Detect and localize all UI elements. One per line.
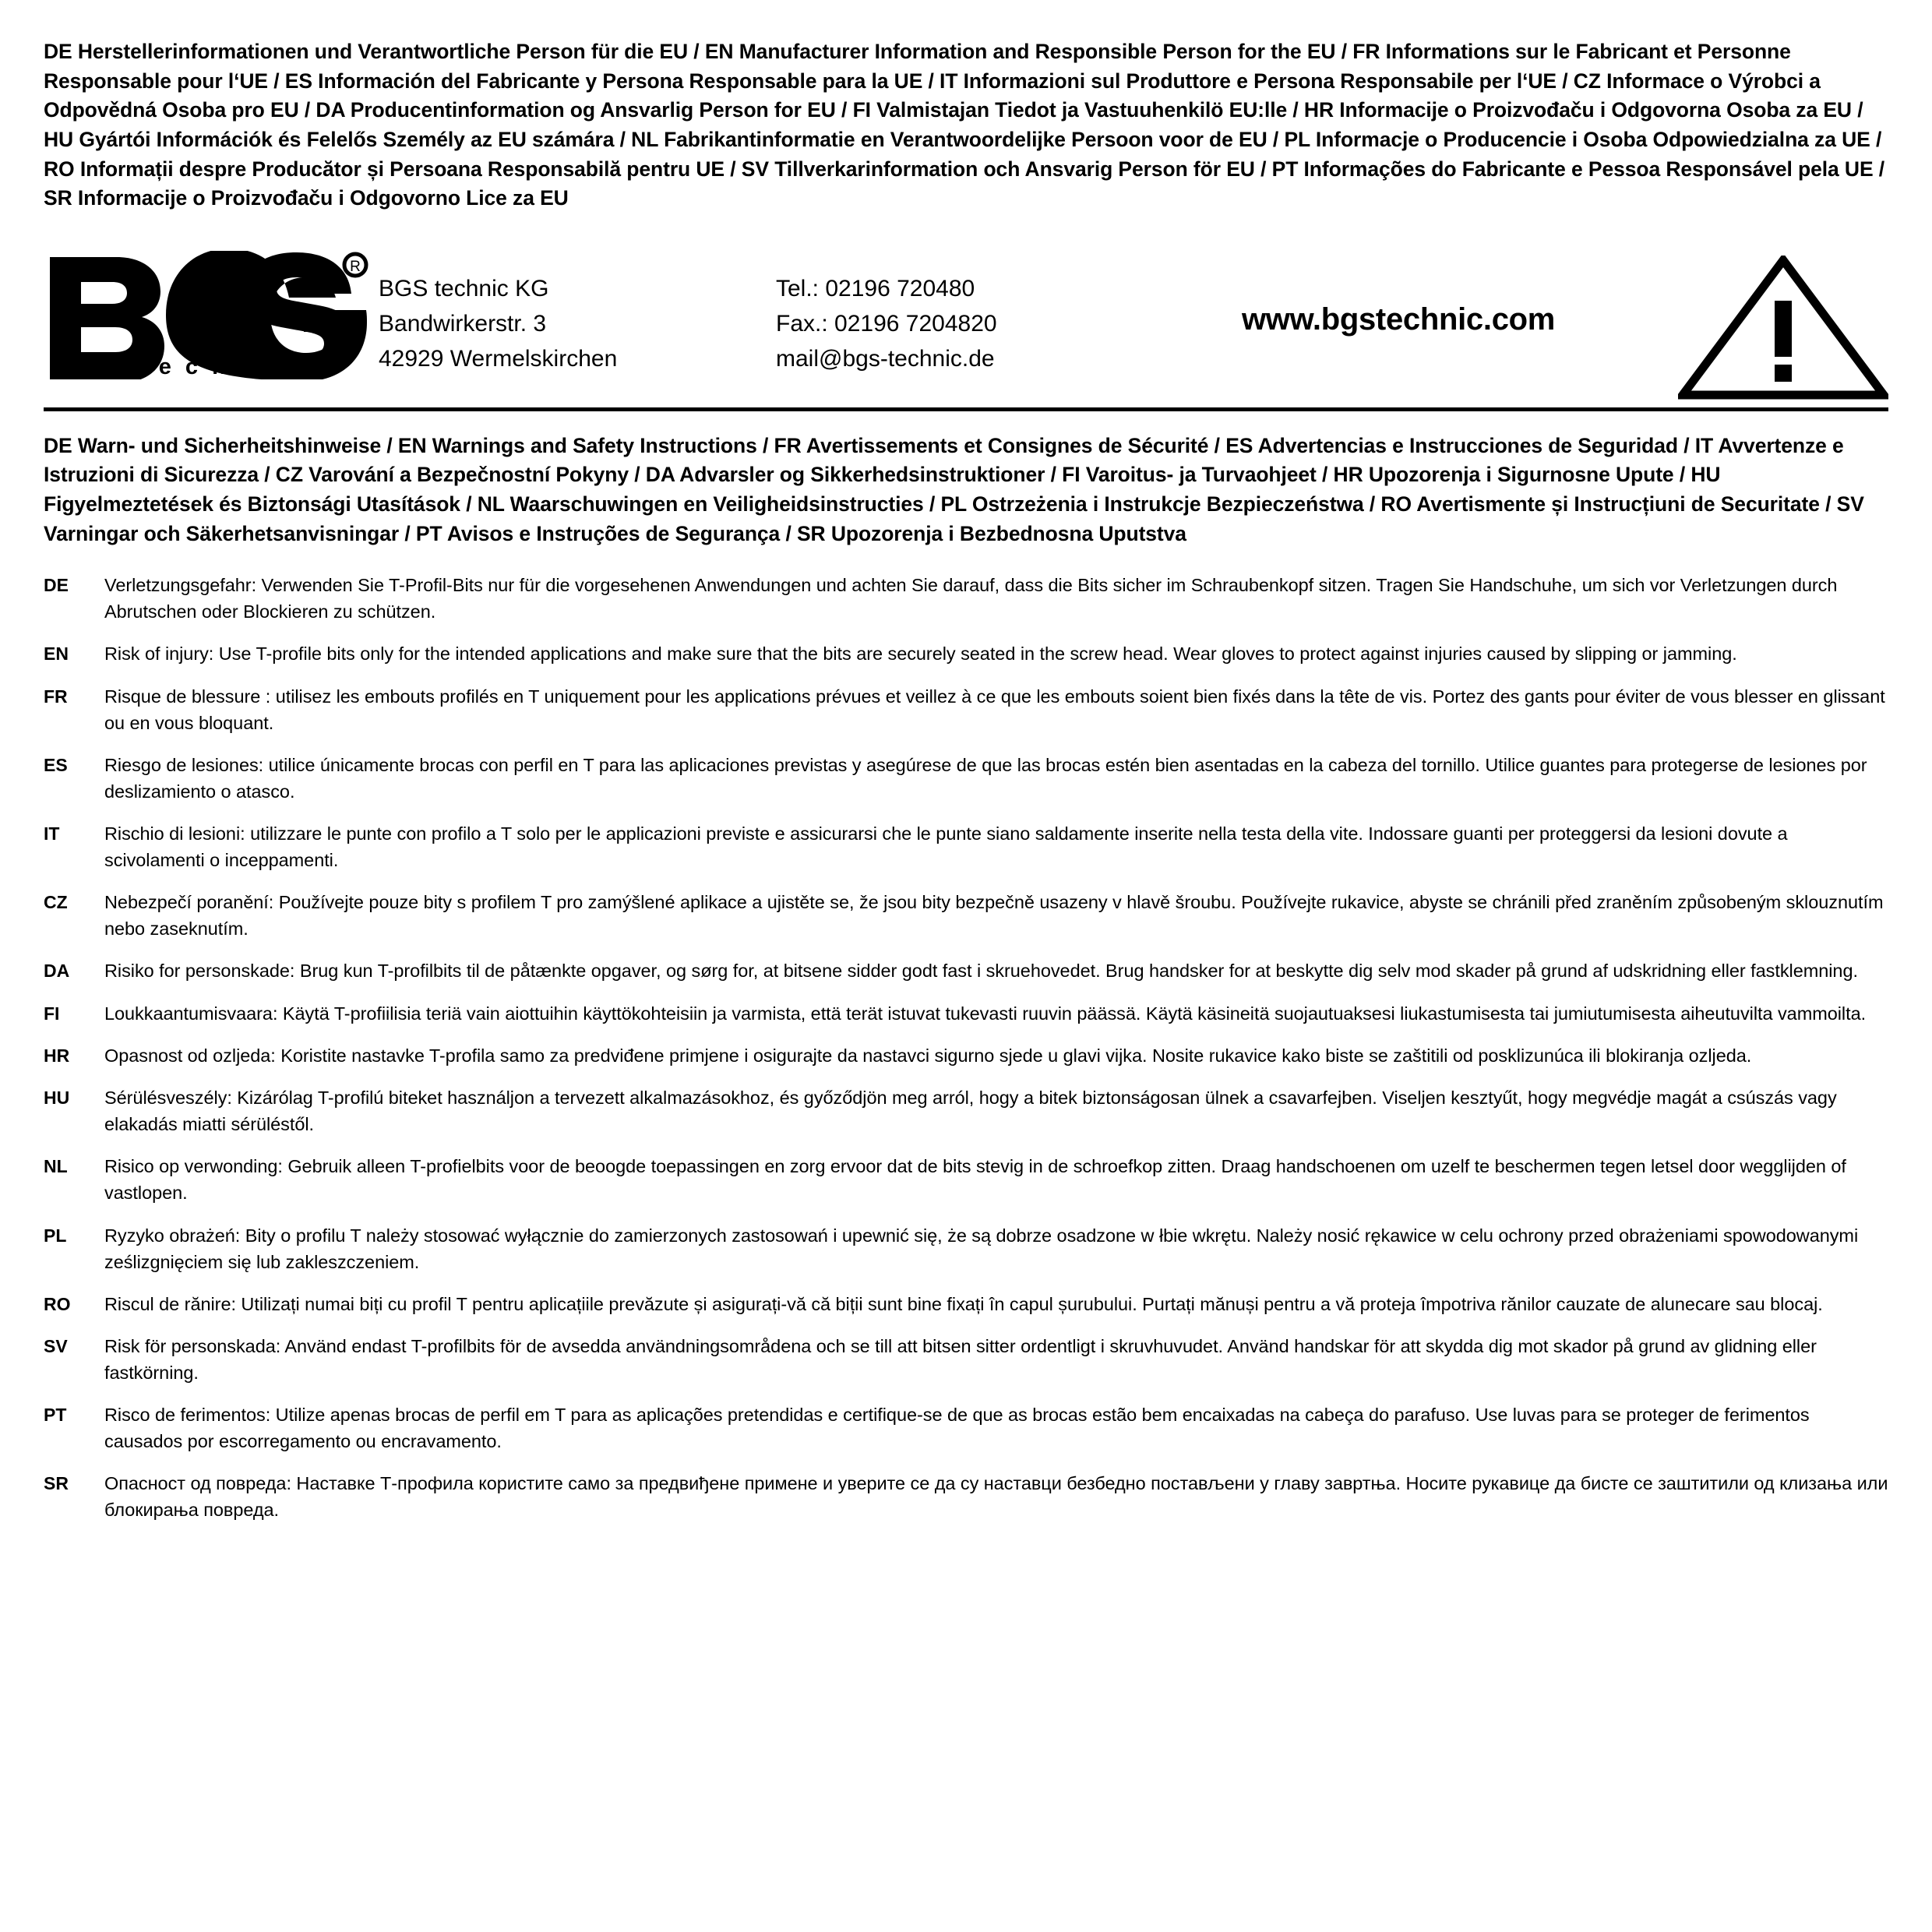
language-code: SR [44,1473,69,1494]
instruction-row-fi [44,1000,1888,1027]
language-code: FR [44,686,68,707]
instruction-row-cz [44,889,1888,942]
company-email[interactable]: mail@bgs-technic.de [776,345,995,372]
language-code: HR [44,1045,70,1066]
language-code: DA [44,961,70,982]
language-code: PT [44,1405,67,1426]
svg-text:R: R [350,258,361,275]
warning-triangle-icon [1662,242,1888,400]
instruction-text: Risico op verwonding: Gebruik alleen T-profielbits voor de beoogde toepassingen en zorg ervoor dat de bits stevig in de schroefkop zitten. Draag handschoenen om uzelf te beschermen tegen letsel door wegglijden of vastlopen. [104,1156,1846,1204]
instruction-text: Opasnost od ozljeda: Koristite nastavke T-profila samo za predviđene primjene i osigurajte da nastavci sigurno sjede u glavi vijka. Nosite rukavice kako biste se zaštitili od posklizunúca ili blokiranja ozljeda. [104,1045,1752,1066]
instructions-list [44,572,1888,1523]
company-website[interactable]: www.bgstechnic.com [1241,301,1556,337]
instruction-text: Verletzungsgefahr: Verwenden Sie T-Profil-Bits nur für die vorgesehenen Anwendungen und achten Sie darauf, dass die Bits sicher im Schraubenkopf sitzen. Tragen Sie Handschuhe, um sich vor Verletzungen durch Abrutschen oder Blockieren zu schützen. [104,575,1838,622]
instruction-text: Опасност од повреда: Наставке Т-профила користите само за предвиђене примене и уверите се да су наставци безбедно постављени у главу завртња. Носите рукавице да бисте се заштитили од клизања или блокирања повреда. [104,1473,1888,1521]
language-code: SV [44,1335,68,1356]
company-city: 42929 Wermelskirchen [379,345,618,372]
instruction-row-hr [44,1042,1888,1069]
instruction-row-sv [44,1333,1888,1386]
instruction-row-es [44,752,1888,805]
registered-trademark-icon [344,254,366,276]
instruction-row-de [44,572,1888,625]
instruction-row-da [44,957,1888,984]
instruction-text: Risque de blessure : utilisez les embouts profilés en T uniquement pour les applications prévues et veillez à ce que les embouts soient bien fixés dans la tête de vis. Portez des gants pour éviter de vous blesser en glissant ou en vous bloquant. [104,686,1885,733]
instruction-text: Ryzyko obrażeń: Bity o profilu T należy stosować wyłącznie do zamierzonych zastosowań i upewnić się, że są dobrze osadzone w łbie wkrętu. Należy nosić rękawice w celu ochrony przed obrażeniami spowodowanymi ześlizgnięciem się lub zakleszczeniem. [104,1225,1859,1272]
instruction-row-it [44,820,1888,873]
instruction-text: Risco de ferimentos: Utilize apenas brocas de perfil em T para as aplicações pretendidas e certifique-se de que as brocas estão bem encaixadas na cabeça do parafuso. Use luvas para se proteger de ferimentos causados por escorregamento ou encravamento. [104,1405,1810,1452]
warnings-title: DE Warn- und Sicherheitshinweise / EN Warnings and Safety Instructions / FR Avertissements et Consignes de Sécurité / ES Advertencias e Instrucciones de Seguridad / IT Avvertenze e Istruzioni di Sicurezza / CZ Varování a Bezpečnostní Pokyny / DA Advarsler og Sikkerhedsinstruktioner / FI Varoitus- ja Turvaohjeet / HR Upozorenja i Sigurnosne Upute / HU Figyelmeztetések és Biztonsági Utasítások / NL Waarschuwingen en Veiligheidsinstructies / PL Ostrzeżenia i Instrukcje Bezpieczeństwa / RO Avertismente și Instrucțiuni de Securitate / SV Varningar och Säkerhetsanvisningar / PT Avisos e Instruções de Segurança / SR Upozorenja i Bezbednosna Uputstva [44,433,1864,545]
company-contact [776,242,1134,376]
instruction-text: Loukkaantumisvaara: Käytä T-profiilisia teriä vain aiottuihin käyttökohteisiin ja varmista, että terät istuvat tukevasti ruuvin päässä. Käytä käsineitä suojautuaksesi liukastumisesta tai jumiutumisesta aiheutuvilta vammoilta. [104,1003,1867,1024]
language-code: NL [44,1156,68,1177]
language-code: HU [44,1088,70,1109]
company-name: BGS technic KG [379,275,549,301]
instruction-text: Nebezpečí poranění: Používejte pouze bity s profilem T pro zamýšlené aplikace a ujistěte se, že jsou bity bezpečně usazeny v hlavě šroubu. Používejte rukavice, abyste se chránili před zraněním způsobeným sklouznutím nebo zaseknutím. [104,892,1884,940]
company-street: Bandwirkerstr. 3 [379,310,547,337]
language-code: FI [44,1003,60,1024]
instruction-text: Risk of injury: Use T-profile bits only for the intended applications and make sure that the bits are securely seated in the screw head. Wear gloves to protect against injuries caused by slipping or jamming. [104,643,1737,665]
instruction-row-ro [44,1291,1888,1317]
instruction-row-pt [44,1401,1888,1454]
instruction-row-fr [44,683,1888,736]
language-code: DE [44,575,69,596]
instruction-text: Risk för personskada: Använd endast T-profilbits för de avsedda användningsområdena och se till att bitsen sitter ordentligt i skruvhuvudet. Använd handskar för att skydda dig mot skador på grund av glidning eller fastkörning. [104,1335,1817,1384]
instruction-row-en [44,640,1888,667]
company-tel: Tel.: 02196 720480 [776,275,975,301]
company-address [379,242,776,376]
instruction-text: Sérülésveszély: Kizárólag T-profilú biteket használjon a tervezett alkalmazásokhoz, és győződjön meg arról, hogy a bitek biztonságosan ülnek a csavarfejben. Viseljen kesztyűt, hogy megvédje magát a csúszás vagy elakadás miatti sérüléstől. [104,1088,1837,1135]
instruction-row-nl [44,1153,1888,1206]
instruction-text: Rischio di lesioni: utilizzare le punte con profilo a T solo per le applicazioni previste e assicurarsi che le punte siano saldamente inserite nella testa della vite. Indossare guanti per proteggersi da lesioni dovute a scivolamenti o inceppamenti. [104,823,1788,871]
company-fax: Fax.: 02196 7204820 [776,310,997,337]
instruction-text: Riesgo de lesiones: utilice únicamente brocas con perfil en T para las aplicaciones previstas y asegúrese de que las brocas estén bien asentadas en la cabeza del tornillo. Utilice guantes para protegerse de lesiones por deslizamiento o atasco. [104,754,1867,802]
manufacturer-info-heading: DE Herstellerinformationen und Verantwortliche Person für die EU / EN Manufacturer Information and Responsible Person for the EU / FR Informations sur le Fabricant et Personne Responsable pour l‘UE / ES Información del Fabricante y Persona Responsable para la UE / IT Informazioni sul Produttore e Persona Responsabile per l‘UE / CZ Informace o Výrobci a Odpovědná Osoba pro EU / DA Producentinformation og Ansvarlig Person for EU / FI Valmistajan Tiedot ja Vastuuhenkilö EU:lle / HR Informacije o Proizvođaču i Odgovorna Osoba za EU / HU Gyártói Információk és Felelős Személy az EU számára / NL Fabrikantinformatie en Verantwoordelijke Persoon voor de EU / PL Informacje o Producencie i Osoba Odpowiedzialna za UE / RO Informații despre Producător și Persoana Responsabilă pentru UE / SV Tillverkarinformation och Ansvarig Person för EU / PT Informações do Fabricante e Pessoa Responsável pela UE / SR Informacije o Proizvođaču i Odgovorno Lice za EU [44,40,1885,210]
svg-text:t e c h n i c: t e c h n i c [137,354,305,379]
instruction-row-hu [44,1084,1888,1137]
instruction-text: Riscul de rănire: Utilizați numai biți cu profil T pentru aplicațiile prevăzute și asigurați-vă că biții sunt bine fixați în capul șurubului. Purtați mănuși pentru a vă proteja împotriva rănilor cauzate de alunecare sau blocaj. [104,1293,1823,1314]
language-code: ES [44,754,68,775]
language-code: RO [44,1293,71,1314]
bgs-logo [44,242,379,379]
language-code: CZ [44,892,68,913]
instruction-text: Risiko for personskade: Brug kun T-profilbits til de påtænkte opgaver, og sørg for, at bitsene sidder godt fast i skruehovedet. Brug handsker for at beskytte dig selv mod skader på grund af udskridning eller fastklemning. [104,961,1858,982]
instruction-row-sr [44,1470,1888,1523]
language-code: EN [44,643,69,665]
instruction-row-pl [44,1222,1888,1275]
company-header [44,235,1888,411]
language-code: PL [44,1225,67,1246]
language-code: IT [44,823,60,844]
